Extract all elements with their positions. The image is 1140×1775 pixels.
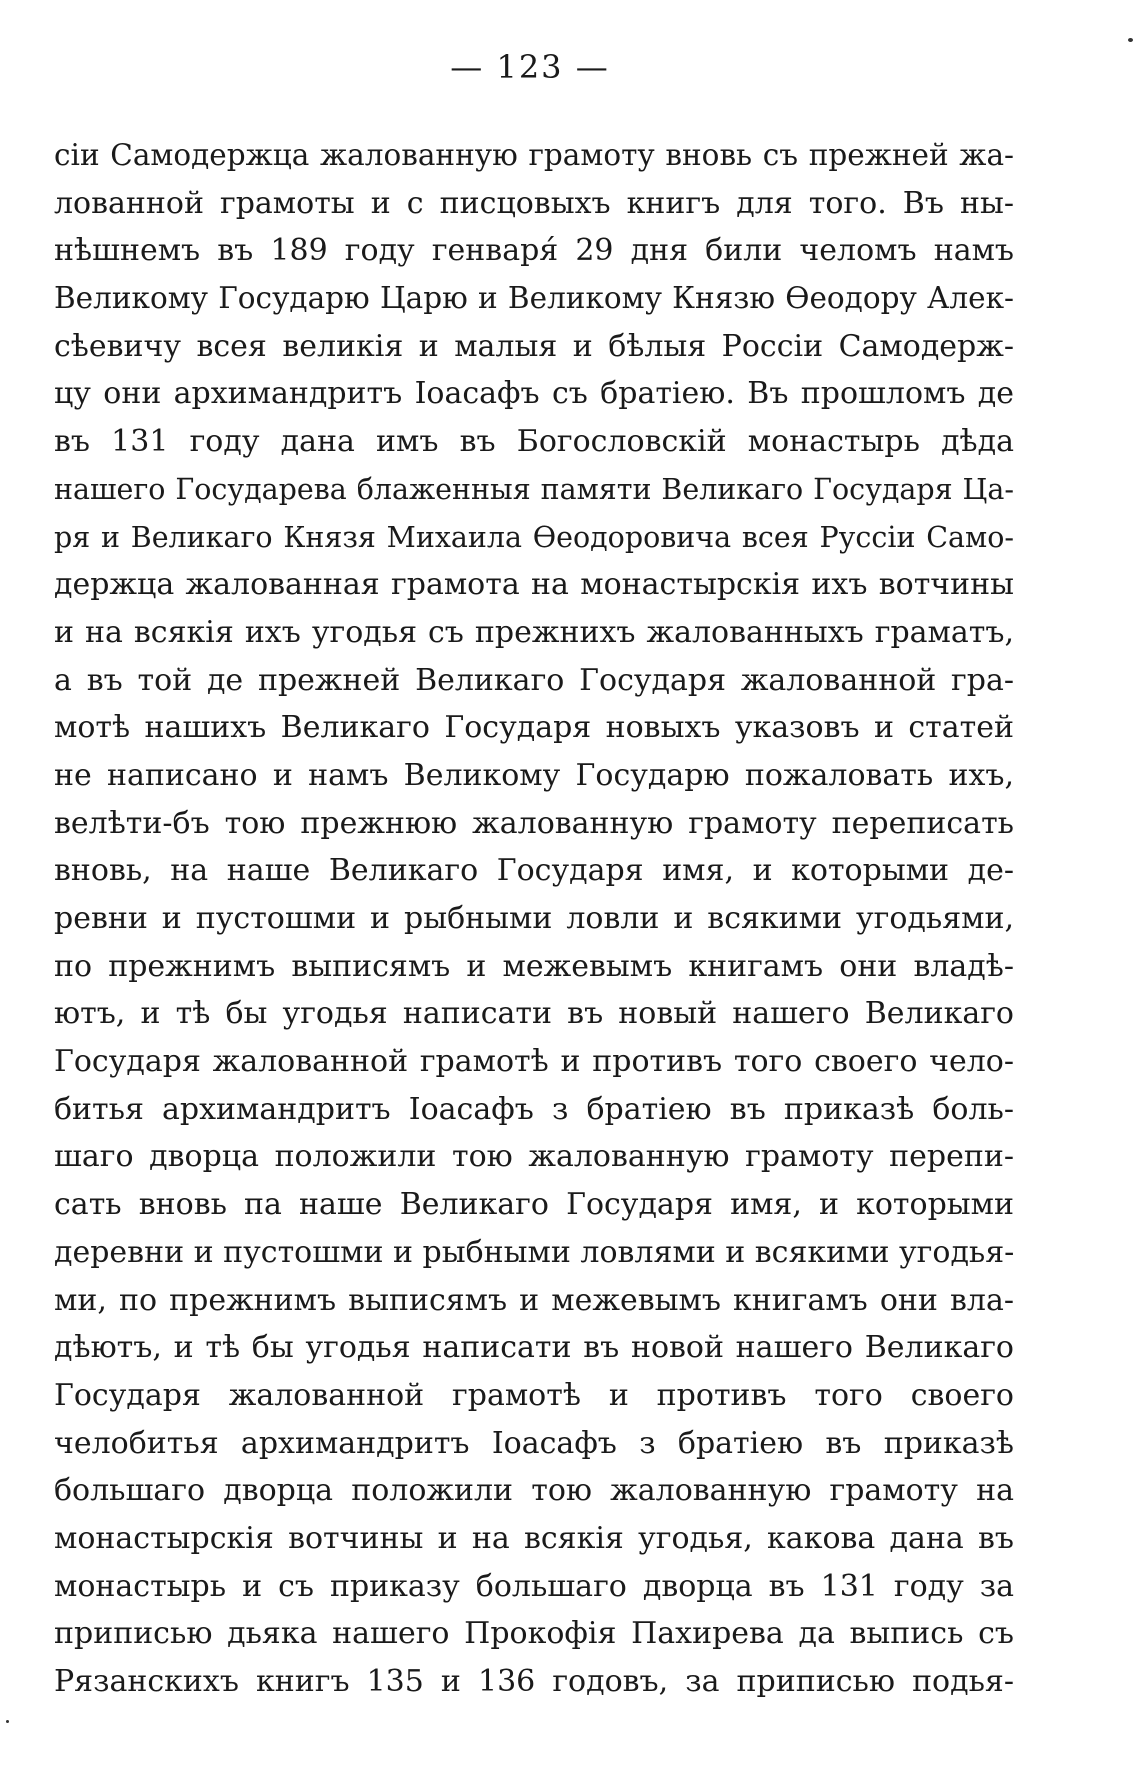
text-line: по прежнимъ выписямъ и межевымъ книгамъ они владѣ-	[54, 948, 1014, 984]
text-line: и на всякiя ихъ угодья съ прежнихъ жалованныхъ граматъ,	[54, 614, 1014, 650]
text-line: цу они архимандритъ Iоасафъ съ братiею. Въ прошломъ де	[54, 376, 1014, 412]
text-line: не написано и намъ Великому Государю пожаловать ихъ,	[54, 757, 1014, 793]
text-line: мотѣ нашихъ Великаго Государя новыхъ указовъ и статей	[54, 710, 1014, 746]
ink-speck	[6, 1720, 9, 1723]
text-line: Государя жалованной грамотѣ и противъ того своего	[54, 1377, 1014, 1413]
text-line: а въ той де прежней Великаго Государя жалованной гра-	[54, 662, 1014, 698]
text-line: Великому Государю Царю и Великому Князю Ѳеодору Алек-	[54, 281, 1014, 316]
text-line: шаго дворца положили тою жалованную грамоту перепи-	[54, 1139, 1014, 1175]
text-line: ми, по прежнимъ выписямъ и межевымъ книгамъ они вла-	[54, 1282, 1014, 1318]
text-line: велѣти-бъ тою прежнюю жалованную грамоту переписать	[54, 805, 1014, 841]
text-line: Государя жалованной грамотѣ и противъ того своего чело-	[54, 1044, 1014, 1080]
text-line: деревни и пустошми и рыбными ловлями и всякими угодья-	[54, 1234, 1014, 1270]
text-line: ря и Великаго Князя Михаила Ѳеодоровича всея Руссiи Само-	[54, 520, 1014, 554]
text-line: монастырь и съ приказу большаго дворца въ 131 году за	[54, 1568, 1014, 1604]
text-line: сiи Самодержца жалованную грамоту вновь съ прежней жа-	[54, 138, 1014, 172]
text-line: челобитья архимандритъ Iоасафъ з братiею въ приказѣ	[54, 1425, 1014, 1461]
text-line: лованной грамоты и с писцовыхъ книгъ для того. Въ ны-	[54, 185, 1014, 221]
text-line: приписью дьяка нашего Прокофiя Пахирева да выпись съ	[54, 1616, 1014, 1652]
page-number: — 123 —	[450, 48, 610, 86]
text-line: нашего Государева блаженныя памяти Великаго Государя Ца-	[54, 472, 1014, 506]
text-line: монастырскiя вотчины и на всякiя угодья, какова дана въ	[54, 1520, 1014, 1556]
text-line: битья архимандритъ Iоасафъ з братiею въ приказѣ боль-	[54, 1091, 1014, 1127]
text-line: сѣевичу всея великiя и малыя и бѣлыя Россiи Самодерж-	[54, 328, 1014, 364]
text-line: ютъ, и тѣ бы угодья написати въ новый нашего Великаго	[54, 996, 1014, 1032]
text-line: держца жалованная грамота на монастырскiя ихъ вотчины	[54, 567, 1014, 603]
body-text	[54, 132, 1014, 1706]
text-line: дѣютъ, и тѣ бы угодья написати въ новой нашего Великаго	[54, 1330, 1014, 1366]
text-line: вновь, на наше Великаго Государя имя, и которыми де-	[54, 853, 1014, 889]
text-line: сать вновь па наше Великаго Государя имя, и которыми	[54, 1187, 1014, 1223]
text-line: въ 131 году дана имъ въ Богословскiй монастырь дѣда	[54, 424, 1014, 460]
text-line: большаго дворца положили тою жалованную грамоту на	[54, 1473, 1014, 1509]
text-line: ревни и пустошми и рыбными ловли и всякими угодьями,	[54, 901, 1014, 936]
ink-speck	[1128, 38, 1133, 42]
text-line: Рязанскихъ книгъ 135 и 136 годовъ, за приписью подья-	[54, 1664, 1014, 1699]
text-line: нѣшнемъ въ 189 году генваря́ 29 дня били челомъ намъ	[54, 233, 1014, 269]
